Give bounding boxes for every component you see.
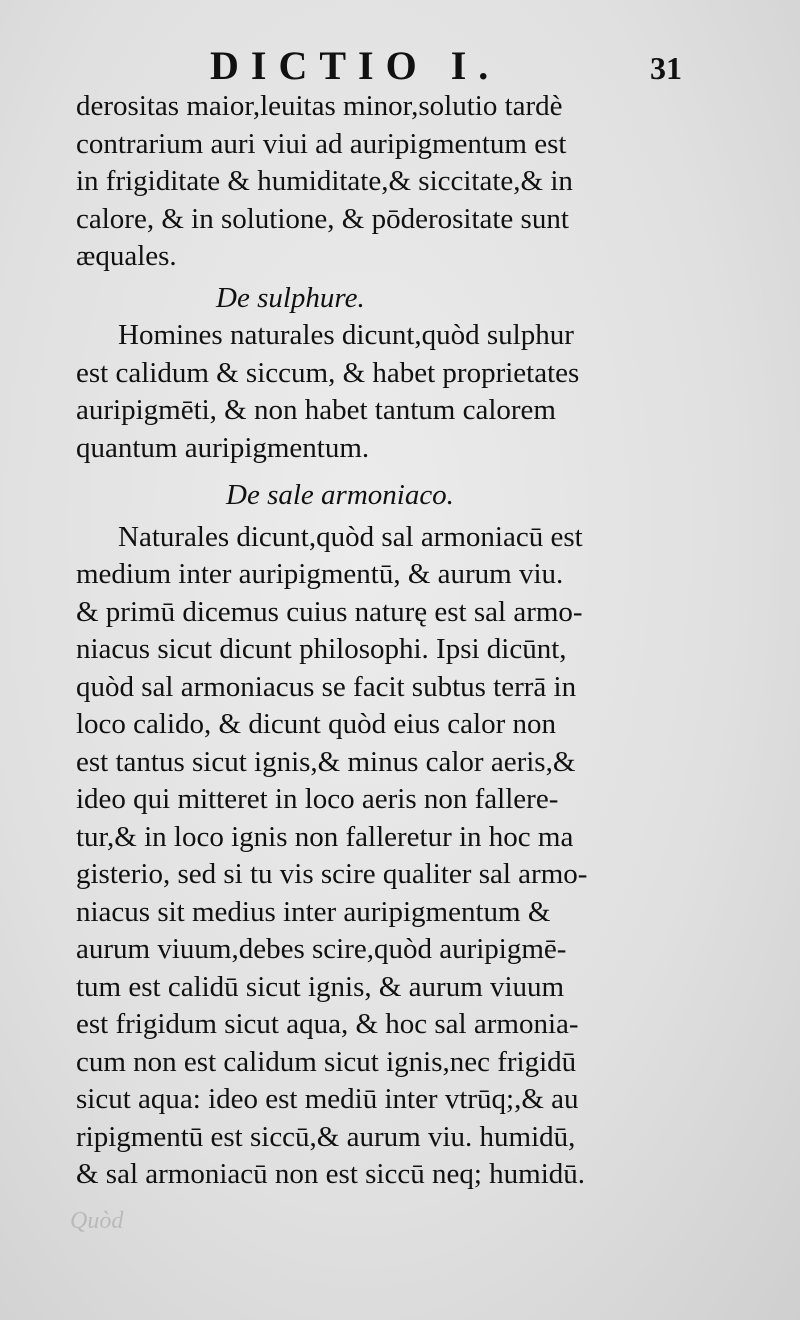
text-line: loco calido, & dicunt quòd eius calor non <box>76 708 557 740</box>
text-line: ripigmentū est siccū,& aurum viu. humidū, <box>76 1120 576 1153</box>
text-line: medium inter auripigmentū, & aurum viu. <box>76 558 564 590</box>
text-line: Naturales dicunt,quòd sal armoniacū est <box>118 520 583 553</box>
continued-paragraph <box>76 88 682 276</box>
text-line: auripigmēti, & non habet tantum calorem <box>76 394 556 426</box>
text-line: est frigidum sicut aqua, & hoc sal armonia- <box>76 1008 579 1040</box>
page-header <box>0 38 800 88</box>
section-heading-sal-armoniaco: De sale armoniaco. <box>226 479 454 511</box>
text-line: aurum viuum,debes scire,quòd auripigmē- <box>76 933 567 965</box>
text-line: derositas maior,leuitas minor,solutio tardè <box>76 90 563 122</box>
text-line: æquales. <box>76 240 177 272</box>
text-line: cum non est calidum sicut ignis,nec frigidū <box>76 1045 577 1078</box>
page-number: 31 <box>650 50 682 86</box>
text-line: tum est calidū sicut ignis, & aurum viuum <box>76 970 565 1003</box>
text-line: est tantus sicut ignis,& minus calor aeris,& <box>76 745 576 778</box>
text-line: niacus sit medius inter auripigmentum & <box>76 895 551 928</box>
paragraph-sulphur <box>76 317 682 467</box>
section-heading-sulphur: De sulphure. <box>216 281 365 314</box>
text-line: in frigiditate & humiditate,& siccitate,& in <box>76 165 573 197</box>
text-line: quantum auripigmentum. <box>76 431 370 464</box>
running-head: DICTIO I. <box>210 43 501 88</box>
text-line: gisterio, sed si tu vis scire qualiter sal armo- <box>76 858 588 890</box>
text-line: niacus sicut dicunt philosophi. Ipsi dicūnt, <box>76 633 567 665</box>
text-line: sicut aqua: ideo est mediū inter vtrūq;,& au <box>76 1083 579 1115</box>
text-line: & primū dicemus cuius naturę est sal armo- <box>76 595 583 628</box>
text-line: quòd sal armoniacus se facit subtus terrā in <box>76 670 577 703</box>
text-line: & sal armoniacū non est siccū neq; humidū. <box>76 1158 586 1190</box>
text-line: contrarium auri viui ad auripigmentum est <box>76 127 567 160</box>
catchword: Quòd <box>70 1208 124 1234</box>
text-line: est calidum & siccum, & habet proprietates <box>76 356 580 389</box>
paragraph-sal-armoniaco <box>76 519 682 1194</box>
text-line: tur,& in loco ignis non falleretur in hoc ma <box>76 820 574 853</box>
text-line: calore, & in solutione, & pōderositate sunt <box>76 202 569 235</box>
text-line: Homines naturales dicunt,quòd sulphur <box>118 319 574 351</box>
page-text <box>76 88 682 1194</box>
text-line: ideo qui mitteret in loco aeris non fallere- <box>76 783 559 815</box>
